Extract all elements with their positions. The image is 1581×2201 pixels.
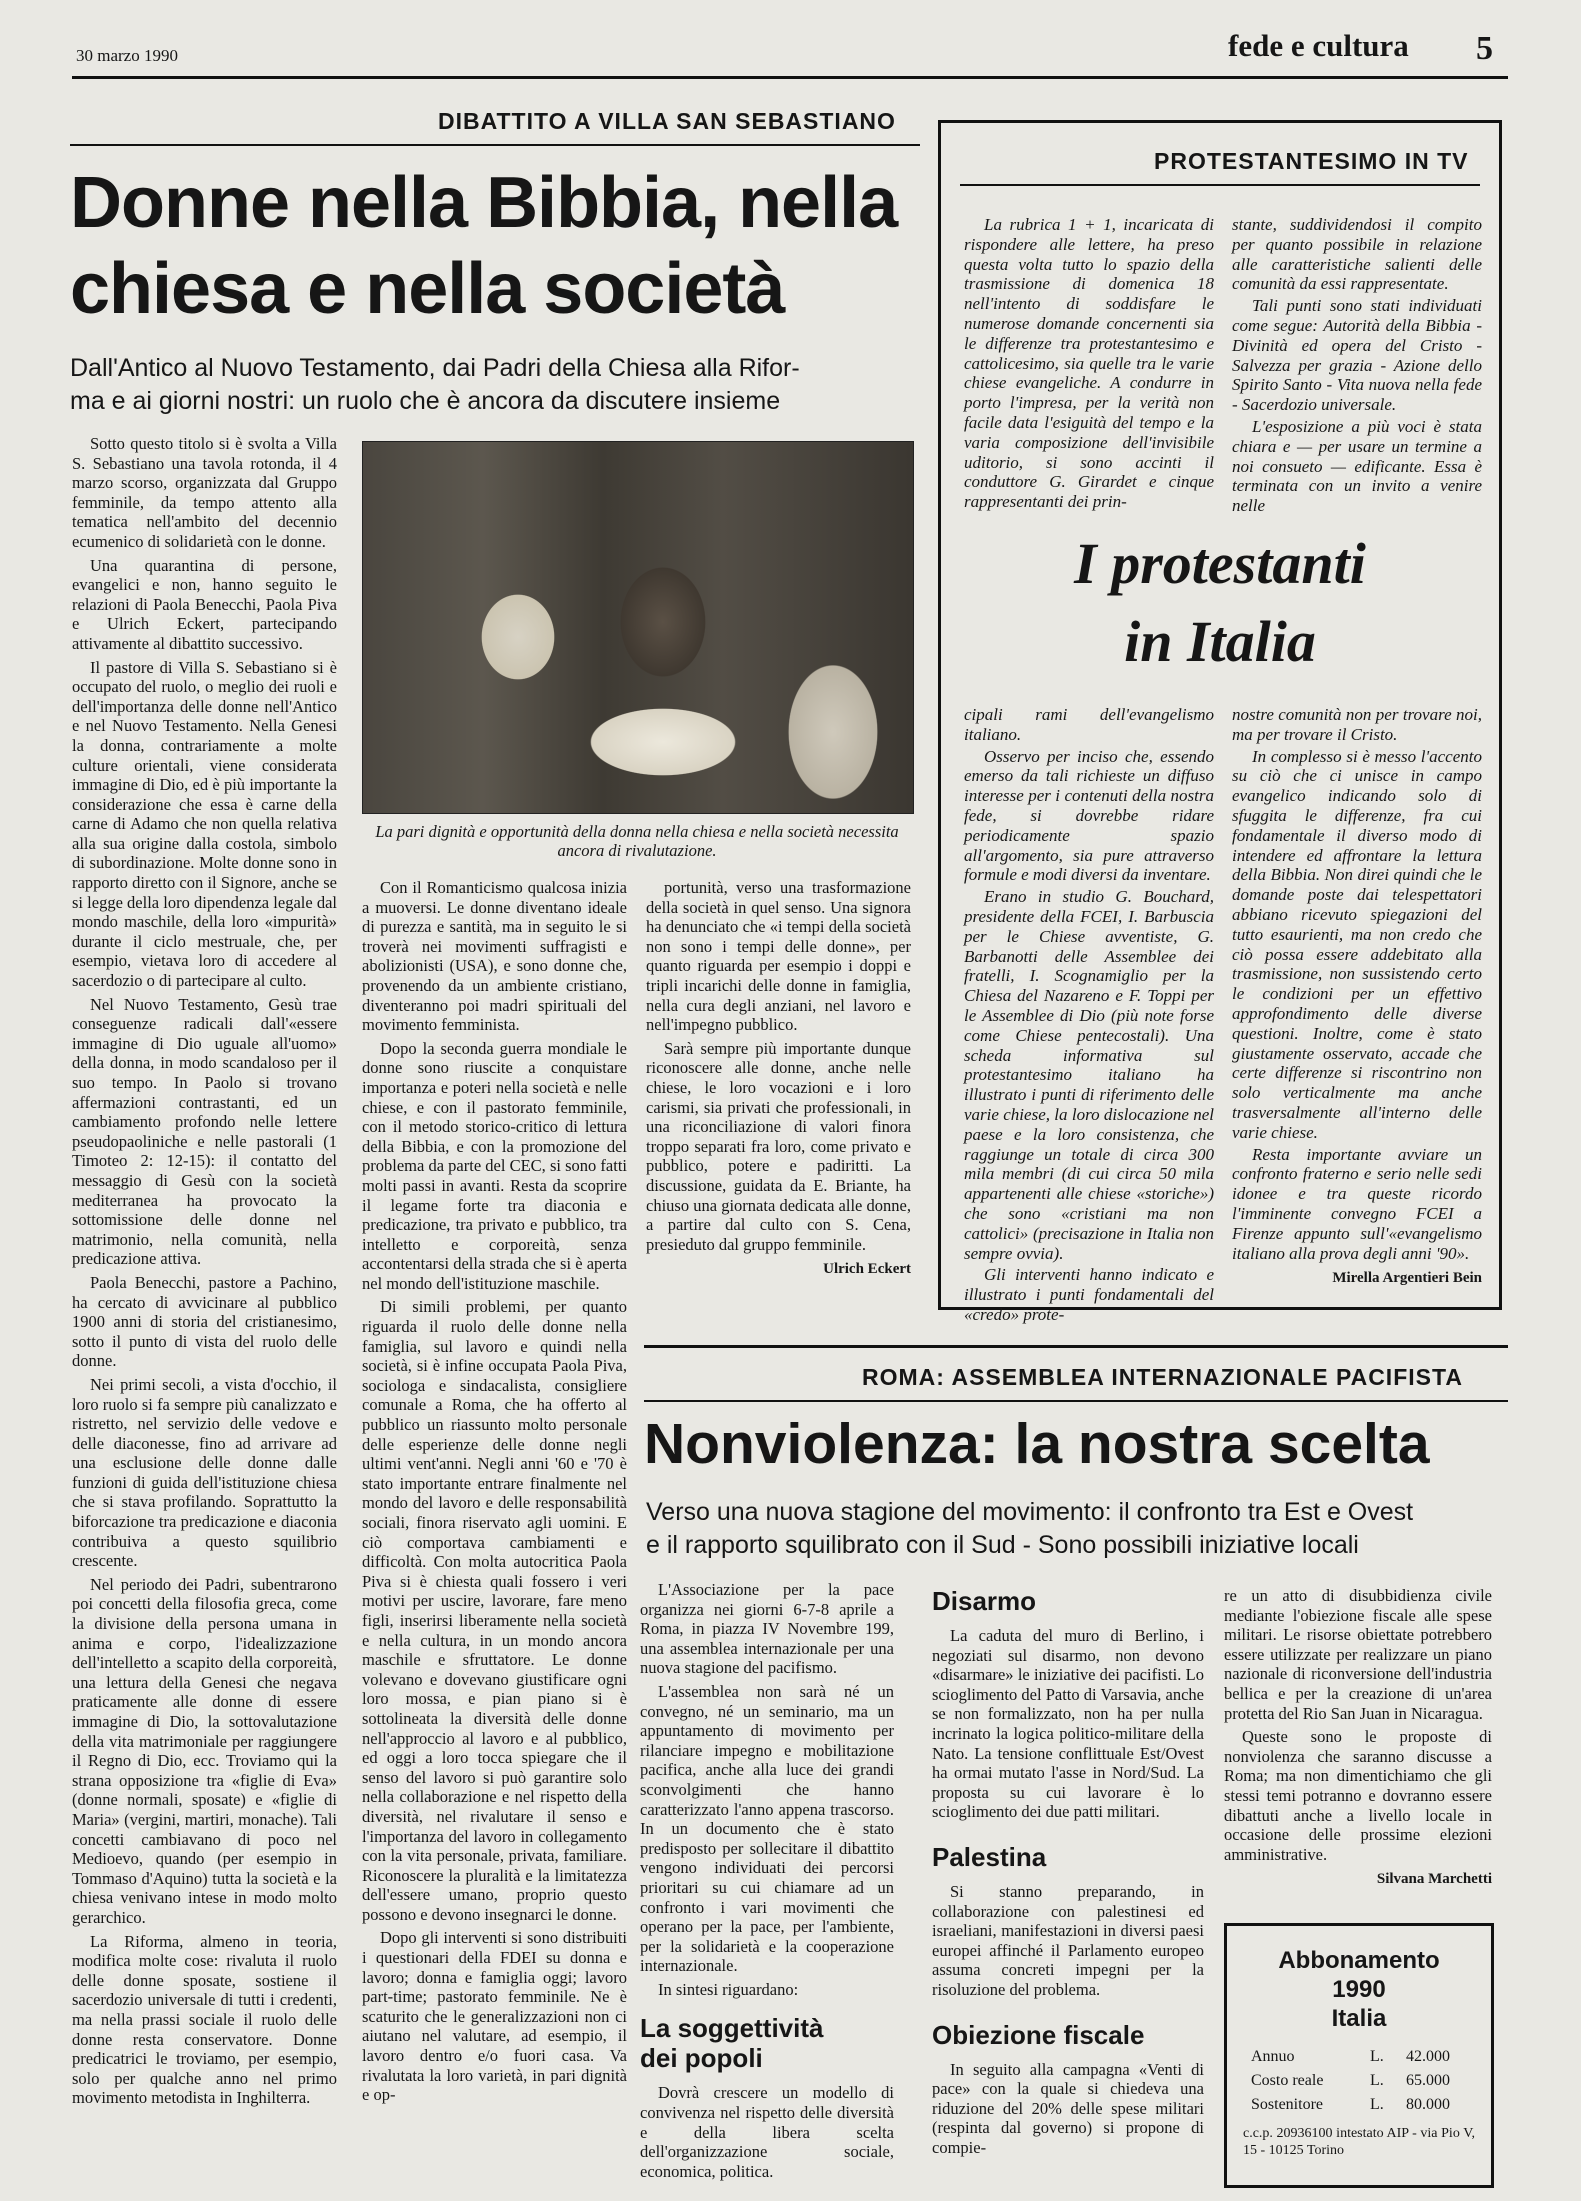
article3-subtitle <box>646 1496 1506 1562</box>
subscription-title-line3: Italia <box>1331 2005 1387 2032</box>
paragraph: Paola Benecchi, pastore a Pachino, ha cercato di avvicinare al pubblico 1900 anni di storia del cristianesimo, sotto il punto di vista del ruolo delle donne. <box>72 1272 337 1371</box>
article1-subtitle <box>70 352 930 418</box>
article2-bottom-right <box>1232 705 1482 1300</box>
section-name: fede e cultura <box>1228 28 1409 63</box>
subscription-box <box>1224 1923 1494 2188</box>
subhead-line: dei popoli <box>640 2043 763 2074</box>
subscription-title-line1: Abbonamento <box>1278 1947 1440 1974</box>
article3-column3 <box>1224 1586 1492 1916</box>
article2-top-right <box>1232 215 1482 525</box>
paragraph: Dopo gli interventi si sono distribuiti i questionari della FDEI su donna e lavoro; donna e famiglia oggi; lavoro part-time; pastorato femminile. Ne è scaturito che le generalizzazioni non ci aiutano nel valutare, ad esempio, il lavoro dentro e/o fuori casa. Va rivalutata la loro varietà, in pari dignità e op- <box>362 1928 627 2105</box>
article2-title-line2: in Italia <box>1124 609 1316 674</box>
article3-column1 <box>640 1580 894 2180</box>
paragraph: Nel periodo dei Padri, subentrarono poi concetti della filosofia greca, come la divisione della persona umana in anima e corpo, l'idealizzazione dell'intelletto a scapito della corporeità, una lettura della Genesi che negava praticamente alle donne di essere immagine di Dio, la sottovalutazione della vita matrimoniale per raggiungere il Regno di Dio, ecc. Troviamo qui la strana opposizione tra «figlie di Eva» (donne normali, sposate) e «figlie di Maria» (vergini, martiri, monache). Tali concetti cambiavano di poco nel Medioevo, quando (per esempio in Tommaso d'Aquino) tutta la società e la chiesa venivano intese in modo molto gerarchico. <box>72 1574 337 1927</box>
table-row <box>1251 2045 1451 2069</box>
article1-photo <box>362 441 914 814</box>
paragraph: re un atto di disubbidienza civile mediante l'obiezione fiscale alle spese militari. Le risorse obiettate potrebbero essere utilizzate per realizzare un piano nazionale di riconversione dell'industria bellica e per la creazione di un'area protetta del Rio San Juan in Nicaragua. <box>1224 1586 1492 1723</box>
price-label: Sostenitore <box>1251 2096 1323 2113</box>
page-number: 5 <box>1476 30 1493 67</box>
paragraph: Resta importante avviare un confronto fraterno e serio nelle sedi idonee e tra queste ricordo l'imminente convegno FCEI a Firenze appunto sull'«evangelismo italiano alla prova degli anni '90». <box>1232 1144 1482 1263</box>
article1-title <box>70 160 950 332</box>
article3-signature: Silvana Marchetti <box>1376 1871 1492 1888</box>
price-currency: L. <box>1370 2072 1384 2089</box>
paragraph: Sarà sempre più importante dunque riconoscere alle donne, anche nelle chiese, le loro vocazioni e i loro carismi, sia privati che professionali, in una riconciliazione di valori finora troppo separati fra loro, come privato e pubblico, potere e padiritti. La discussione, guidata da E. Briante, ha chiuso una giornata dedicata alle donne, a partire dal culto con S. Cena, presieduto dal gruppo femminile. <box>646 1038 911 1254</box>
paragraph: In sintesi riguardano: <box>658 1979 799 1999</box>
price-amount: 42.000 <box>1406 2048 1450 2065</box>
paragraph: Di simili problemi, per quanto riguarda il ruolo delle donne nella famiglia, sul lavoro e quindi nella società, si è infine occupata Paola Piva, sociologa e sindacalista, consigliere comunale a Roma, che ha offerto al pubblico un riassunto molto personale delle esperienze delle donne negli ultimi vent'anni. Negli anni '60 e '70 è stato importante entrare finalmente nel mondo del lavoro e delle responsabilità sociali, finora riservato agli uomini. E ciò comportava cambiamenti e difficoltà. Con molta autocritica Paola Piva si è chiesta quali fossero i veri motivi per uscire, lavorare, fare meno figli, inserirsi liberamente nella società e nella cultura, in un mondo ancora maschile e sfruttatore. Le donne volevano e dovevano giustificare ogni loro mossa, e pian piano si è sottolineata la diversità delle donne nell'approccio al lavoro e al pubblico, ed oggi a loro tocca spiegare che il senso del lavoro si può garantire solo nella collaborazione e nel rispetto della diversità, nel rivalutare il senso e l'importanza del lavoro in collegamento con la vita personale, privata, familiare. Riconoscere la pluralità e la limitatezza dell'essere umano, proprio questo possono e devono insegnarci le donne. <box>362 1297 627 1924</box>
article1-column1 <box>72 434 337 2184</box>
price-currency: L. <box>1370 2048 1384 2065</box>
article3-subhead-obiezione: Obiezione fiscale <box>932 2019 1145 2050</box>
article1-photo-caption: La pari dignità e opportunità della donna nella chiesa e nella società necessita ancora di rivalutazione. <box>375 822 899 860</box>
price-currency: L. <box>1370 2096 1384 2113</box>
paragraph: In seguito alla campagna «Venti di pace» con la quale si chiedeva una riduzione del 20% delle spese militari (respinta dal governo) si propone di compie- <box>932 2059 1204 2157</box>
paragraph: L'assemblea non sarà né un convegno, né un seminario, ma un appuntamento di movimento per rilanciare impegno e mobilitazione pacifica, anche alla luce dei grandi sconvolgimenti che hanno caratterizzato l'anno appena trascorso. In un documento che è stato predisposto per sollecitare il dibattito vengono individuati dei percorsi prioritari su cui chiamare ad un confronto i vari movimenti che operano per la pace, per l'ambiente, per la solidarietà e la cooperazione internazionale. <box>640 1681 894 1976</box>
article1-kicker-rule <box>70 144 920 146</box>
article1-kicker: DIBATTITO A VILLA SAN SEBASTIANO <box>438 108 896 134</box>
paragraph: Nei primi secoli, a vista d'occhio, il loro ruolo si fa sempre più canalizzato e ristretto, nel servizio delle vedove e delle diaconesse, fino ad arrivare ad una esclusione delle donne dalle funzioni di guida dell'istituzione chiesa che si stava profilando. Soprattutto la biforcazione tra predicazione e diaconia contribuiva a questo squilibrio crescente. <box>72 1374 337 1571</box>
article2-kicker: PROTESTANTESIMO IN TV <box>1154 148 1469 174</box>
paragraph: La Riforma, almeno in teoria, modifica molte cose: rivaluta il ruolo delle donne sposate, sostiene il sacerdozio universale di tutti i credenti, ma nella prassi sociale il ruolo delle donne resta conservatore. Donne predicatrici le troviamo, per esempio, solo per qualche anno nel primo movimento metodista in Inghilterra. <box>72 1931 337 2108</box>
subscription-title <box>1227 1946 1491 2033</box>
article3-subhead-palestina: Palestina <box>932 1841 1047 1872</box>
paragraph: Dovrà crescere un modello di convivenza nel rispetto delle diversità e della libera scelta dell'organizzazione sociale, economica, politica. <box>640 2083 894 2181</box>
paragraph: cipali rami dell'evangelismo italiano. <box>964 705 1214 744</box>
paragraph: Il pastore di Villa S. Sebastiano si è occupato del ruolo, o meglio dei ruoli e dell'importanza delle donne nell'Antico e nel Nuovo Testamento. Nella Genesi la donna, contrariamente a molte culture orientali, viene considerata immagine di Dio, ed è più importante la considerazione che essa è carne della carne di Adamo che non quella relativa alla sua origine dalla costola, simbolo di subordinazione. Molte donne sono in rapporto diretto con il Signore, anche se si legge della loro dipendenza legale dal mondo maschile, della loro «impurità» durante il ciclo mestruale, che, per esempio, vietava loro di accedere al sacerdozio o di partecipare al culto. <box>72 657 337 991</box>
article3-subhead-disarmo: Disarmo <box>932 1586 1037 1616</box>
article3-top-rule <box>644 1345 1508 1348</box>
paragraph: Sotto questo titolo si è svolta a Villa S. Sebastiano una tavola rotonda, il 4 marzo scorso, organizzata dal Gruppo femminile, da tempo attento alla tematica nell'ambito del decennio ecumenico di solidarietà con le donne. <box>72 434 337 551</box>
article2-signature: Mirella Argentieri Bein <box>1332 1270 1482 1287</box>
paragraph: La caduta del muro di Berlino, i negoziati sul disarmo, non devono «disarmare» le iniziative dei pacifisti. Lo scioglimento del Patto di Varsavia, anche se non formalizzato, non ha per nulla incrinato la logica politico-militare della Nato. La tensione conflittuale Est/Ovest ha ormai mutato l'asse in Nord/Sud. La proposta su cui lavorare è lo scioglimento dei due patti militari. <box>932 1626 1204 1822</box>
paragraph: portunità, verso una trasformazione della società in quel senso. Una signora ha denunciato che «i tempi della società non sono i tempi delle donne», per quanto riguarda per esempio i doppi e tripli incarichi delle donne in famiglia, nella cura degli anziani, nel lavoro e nell'impegno pubblico. <box>646 878 911 1035</box>
article3-title: Nonviolenza: la nostra scelta <box>644 1412 1430 1476</box>
article2-kicker-rule <box>960 184 1480 186</box>
article1-column3 <box>646 878 911 1308</box>
paragraph: Queste sono le proposte di nonviolenza che saranno discusse a Roma; ma non dimentichiamo che gli stessi temi potranno e dovranno essere dibattuti anche a livello locale in occasione delle prossime elezioni amministrative. <box>1224 1727 1492 1864</box>
article3-column2 <box>932 1586 1204 2186</box>
price-amount: 65.000 <box>1406 2072 1450 2089</box>
paragraph: Con il Romanticismo qualcosa inizia a muoversi. Le donne diventano ideale di purezza e santità, ma in seguito le si troverà nei movimenti suffragisti e abolizionisti (USA), e sono donne che, provenendo da un ambiente cristiano, diventeranno poi madri spirituali del movimento femminista. <box>362 878 627 1035</box>
article1-column2 <box>362 878 627 2188</box>
price-label: Costo reale <box>1251 2072 1324 2089</box>
paragraph: Una quarantina di persone, evangelici e non, hanno seguito le relazioni di Paola Benecchi, Paola Piva e Ulrich Eckert, partecipando attivamente al dibattito successivo. <box>72 555 337 653</box>
table-row <box>1251 2069 1451 2093</box>
article1-signature: Ulrich Eckert <box>823 1261 911 1278</box>
paragraph: Tali punti sono stati individuati come segue: Autorità della Bibbia - Divinità ed opera del Cristo - Salvezza per grazia - Azione dello Spirito Santo - Vita nuova nella fede - Sacerdozio universale. <box>1232 296 1482 415</box>
paragraph: Si stanno preparando, in collaborazione con palestinesi ed israeliani, manifestazioni in diversi paesi europei affinché il Parlamento europeo assuma concreti impegni per la risoluzione del problema. <box>932 1881 1204 1999</box>
page-date: 30 marzo 1990 <box>76 46 178 65</box>
article3-kicker-rule <box>644 1400 1508 1402</box>
table-row <box>1251 2093 1451 2117</box>
subscription-table <box>1251 2045 1451 2117</box>
paragraph: Dopo la seconda guerra mondiale le donne sono riuscite a conquistare importanza e poteri nella società e nelle chiese, e con il pastorato femminile, con il metodo storico-critico di lettura della Bibbia, e con la promozione del problema da parte del CEC, si sono fatti molti passi in avanti. Resta da scoprire il legame forte tra diaconia e predicazione, tra privato e pubblico, tra intelletto e corporeità, senza accontentarsi della strada che si è aperta nel mondo dell'istituzione maschile. <box>362 1038 627 1293</box>
price-amount: 80.000 <box>1406 2096 1450 2113</box>
article3-subtitle-line1: Verso una nuova stagione del movimento: il confronto tra Est e Ovest <box>646 1498 1414 1526</box>
header-rule <box>72 76 1508 79</box>
paragraph: Gli interventi hanno indicato e illustrato i punti fondamentali del «credo» prote- <box>964 1265 1214 1324</box>
subscription-ccp: c.c.p. 20936100 intestato AIP - via Pio V, 15 - 10125 Torino <box>1243 2126 1475 2158</box>
article2-top-left <box>964 215 1214 525</box>
paragraph: stante, suddividendosi il compito per quanto possibile in relazione alle caratteristiche salienti delle comunità da essi rappresentate. <box>1232 215 1482 294</box>
paragraph: Erano in studio G. Bouchard, presidente della FCEI, I. Barbuscia per le Chiese avventiste, G. Barbanotti delle Assemblee dei fratelli, I. Scognamiglio per la Chiesa del Nazareno e F. Toppi per le Assemblee di Dio (più note forse come Chiese pentecostali). Una scheda informativa sul protestantesimo italiano ha illustrato i punti di riferimento delle varie chiese, la loro dislocazione nel paese e la loro consistenza, che raggiunge un totale di circa 300 mila membri (di cui circa 50 mila appartenenti alle chiese «storiche») che sono «cristiani ma non cattolici» (precisazione in Italia non sempre ovvia). <box>964 887 1214 1263</box>
article3-kicker: ROMA: ASSEMBLEA INTERNAZIONALE PACIFISTA <box>862 1364 1463 1390</box>
article2-bottom-left <box>964 705 1214 1324</box>
paragraph: nostre comunità non per trovare noi, ma per trovare il Cristo. <box>1232 705 1482 744</box>
paragraph: L'Associazione per la pace organizza nei giorni 6-7-8 aprile a Roma, in piazza IV Novembre 199, una assemblea internazionale per una nuova stagione del pacifismo. <box>640 1580 894 1678</box>
article1-title-line1: Donne nella Bibbia, nella <box>70 163 898 243</box>
article1-subtitle-line2: ma e ai giorni nostri: un ruolo che è ancora da discutere insieme <box>70 387 781 415</box>
subhead-line: La soggettività <box>640 2013 824 2044</box>
article2-title <box>960 525 1480 681</box>
paragraph: L'esposizione a più voci è stata chiara e — per usare un termine a noi consueto — edificante. Essa è terminata con un invito a venire nelle <box>1232 416 1482 516</box>
paragraph: Nel Nuovo Testamento, Gesù trae conseguenze radicali dall'«essere immagine di Dio uguale all'uomo» della donna, in modo scandaloso per il suo tempo. In Paolo si trovano affermazioni contrastanti, ed un cambiamento profondo nelle lettere pseudopaoliniche e nelle pastorali (1 Timoteo 2: 12-15): il contatto del messaggio di Gesù con la società mediterranea ha provocato la sottomissione delle donne nel matrimonio, nella comunità, nella predicazione attiva. <box>72 994 337 1269</box>
article3-subhead-soggettivita <box>640 2013 894 2073</box>
paragraph: La rubrica 1 + 1, incaricata di rispondere alle lettere, ha preso questa volta tutto lo spazio della trasmissione di domenica 18 nell'intento di soddisfare le numerose domande concernenti sia le differenze tra protestantesimo e cattolicesimo, sia quelle tra le varie chiese evangeliche. A condurre in porto l'impresa, per la verità non facile data l'esiguità del tempo e la varia composizione dell'invisibile uditorio, si sono accinti il conduttore G. Girardet e cinque rappresentanti dei prin- <box>964 215 1214 512</box>
paragraph: Osservo per inciso che, essendo emerso da tali richieste un diffuso interesse per i contenuti della nostra fede, si dovrebbe ridare periodicamente spazio all'argomento, sia pure attraverso formule e modi diversi da inventare. <box>964 746 1214 885</box>
article1-title-line2: chiesa e nella società <box>70 249 785 329</box>
price-label: Annuo <box>1251 2048 1295 2065</box>
article1-subtitle-line1: Dall'Antico al Nuovo Testamento, dai Padri della Chiesa alla Rifor- <box>70 354 800 382</box>
article2-title-line1: I protestanti <box>1074 531 1366 596</box>
article3-subtitle-line2: e il rapporto squilibrato con il Sud - Sono possibili iniziative locali <box>646 1531 1359 1559</box>
paragraph: In complesso si è messo l'accento su ciò che ci unisce in campo evangelico indicando solo di sfuggita le differenze, fra cui fondamentale il diverso modo di intendere ed affrontare la lettura della Bibbia. Non direi quindi che le domande poste dai telespettatori abbiano ricevuto spiegazioni del tutto esaurienti, ma non credo che ciò possa essere addebitato alla trasmissione, non sussistendo certo le condizioni per un effettivo approfondimento delle diverse questioni. Inoltre, come è stato giustamente osservato, accade che certe differenze si riscontrino non solo verticalmente ma anche trasversalmente all'interno delle varie chiese. <box>1232 746 1482 1142</box>
subscription-title-line2: 1990 <box>1332 1976 1386 2003</box>
